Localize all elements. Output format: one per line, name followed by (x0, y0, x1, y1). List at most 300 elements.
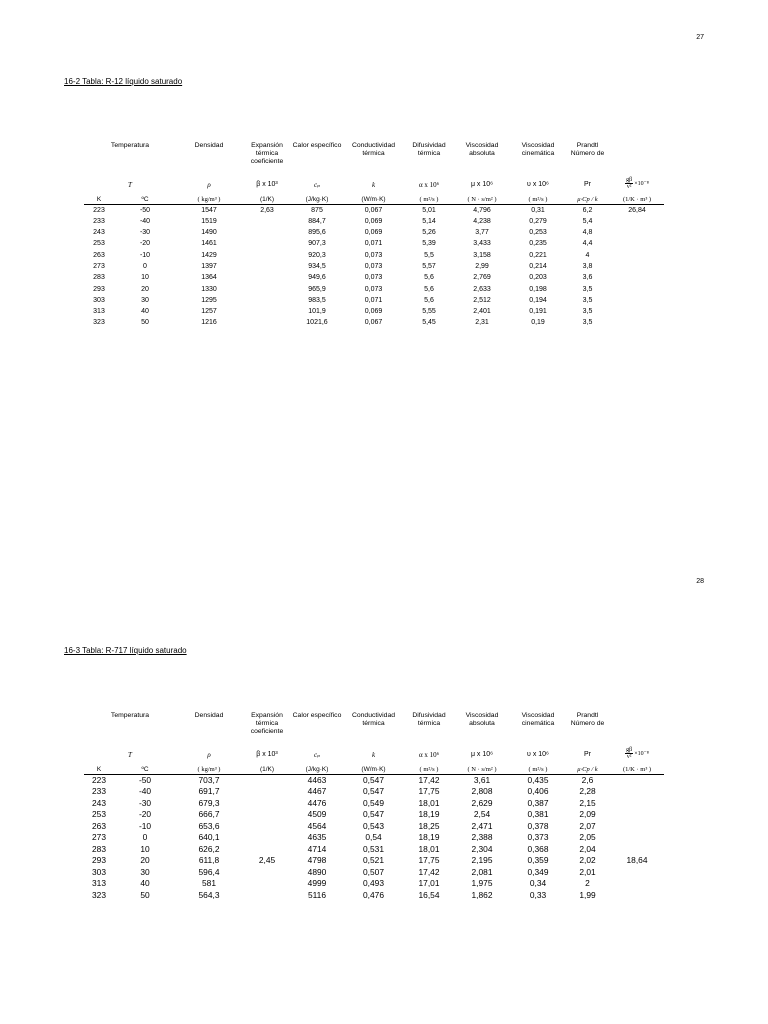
symbol-k: k (371, 751, 376, 759)
cell-gr (610, 317, 664, 328)
unit-mu: ( N · s/m² ) (453, 760, 511, 774)
cell-mu: 1,975 (471, 878, 493, 888)
cell-cp: 895,6 (308, 229, 326, 237)
cell-pr: 3,5 (582, 319, 593, 327)
cell-pr: 2,09 (579, 809, 596, 819)
cell-nu: 0,19 (531, 319, 545, 327)
cell-cp: 4509 (307, 809, 327, 819)
symbol-mu: μ x 10⁶ (470, 181, 494, 188)
cell-cp: 101,9 (308, 308, 326, 316)
cell-mu: 2,195 (471, 855, 493, 865)
unit-gr: (1/K · m³ ) (610, 190, 664, 204)
symbol-nu: υ x 10⁶ (527, 181, 549, 188)
cell-cp: 4890 (307, 866, 327, 877)
cell-k: 0,073 (364, 251, 383, 259)
cell-k: 223 (92, 774, 106, 785)
cell-k: 0,493 (363, 878, 384, 888)
cell-c: 20 (140, 855, 150, 865)
cell-beta: 2,45 (258, 855, 276, 865)
header-prandtl: Prandtl Número de (570, 142, 605, 157)
cell-k: 283 (93, 274, 105, 282)
header-visc-abs: Viscosidad absoluta (465, 142, 499, 157)
header-calor: Calor específico (292, 142, 342, 149)
cell-c: 30 (141, 296, 149, 304)
symbol-pr: Pr (584, 751, 591, 758)
symbol-mu: μ x 10⁶ (470, 751, 494, 758)
cell-nu: 0,198 (529, 285, 547, 293)
cell-cp: 4564 (307, 820, 327, 831)
cell-pr: 4 (585, 251, 590, 259)
cell-rho: 1461 (201, 240, 217, 248)
cell-gr (610, 844, 664, 856)
cell-beta (242, 317, 292, 328)
cell-nu: 0,214 (529, 262, 547, 270)
cell-rho: 1257 (201, 308, 217, 316)
cell-beta: 2,63 (260, 206, 274, 214)
cell-pr: 6,2 (582, 206, 593, 214)
unit-beta: (1/K) (242, 760, 292, 774)
table-row (84, 306, 664, 317)
r12-table-body (84, 204, 664, 329)
cell-c: 40 (141, 308, 149, 316)
cell-alpha: 18,19 (418, 809, 440, 819)
cell-k: 0,073 (364, 274, 383, 282)
cell-gr (610, 832, 664, 844)
cell-gr: 26,84 (628, 206, 646, 214)
cell-nu: 0,435 (527, 774, 549, 785)
cell-beta (242, 216, 292, 227)
cell-c: 0 (142, 832, 148, 842)
cell-mu: 3,433 (473, 240, 491, 248)
cell-alpha: 18,01 (418, 843, 440, 854)
cell-alpha: 5,6 (424, 274, 434, 282)
cell-pr: 3,5 (582, 285, 593, 293)
cell-rho: 1547 (201, 206, 217, 214)
cell-k: 0,067 (364, 319, 383, 327)
cell-alpha: 17,42 (418, 866, 440, 877)
cell-k: 0,543 (363, 820, 384, 831)
symbol-grashof (610, 172, 664, 190)
cell-gr (610, 821, 664, 833)
cell-beta (242, 295, 292, 306)
cell-mu: 2,471 (471, 820, 493, 831)
cell-rho: 626,2 (198, 843, 220, 854)
table-row (84, 786, 664, 798)
header-densidad: Densidad (194, 142, 224, 149)
cell-k: 0,069 (364, 308, 383, 316)
cell-gr (610, 878, 664, 890)
cell-mu: 3,77 (475, 229, 489, 237)
unit-rho: ( kg/m³ ) (176, 760, 242, 774)
cell-alpha: 18,19 (418, 832, 440, 842)
unit-k: (W/m·K) (342, 760, 405, 774)
cell-k: 313 (92, 878, 106, 888)
cell-alpha: 18,25 (418, 820, 440, 831)
unit-gr: (1/K · m³ ) (610, 760, 664, 774)
cell-c: -40 (138, 786, 152, 796)
cell-alpha: 5,39 (422, 240, 436, 248)
cell-pr: 1,99 (579, 889, 596, 900)
cell-k: 323 (93, 319, 105, 327)
cell-beta (242, 786, 292, 798)
cell-mu: 4,238 (473, 217, 491, 225)
cell-cp: 4714 (307, 843, 327, 854)
cell-beta (242, 821, 292, 833)
unit-K: K (84, 190, 114, 204)
cell-alpha: 5,01 (422, 206, 436, 214)
cell-pr: 2,04 (579, 843, 596, 854)
cell-rho: 581 (202, 878, 216, 888)
cell-mu: 2,808 (471, 786, 493, 796)
table-row (84, 798, 664, 810)
cell-k: 253 (93, 240, 105, 248)
symbol-nu: υ x 10⁶ (527, 751, 549, 758)
grashof-denominator: ν² (626, 754, 632, 760)
cell-k: 0,547 (363, 786, 384, 796)
cell-k: 0,067 (364, 206, 383, 214)
symbol-cp: cₚ (314, 181, 320, 189)
cell-rho: 1519 (201, 217, 217, 225)
header-conductividad: Conductividad térmica (351, 142, 396, 157)
cell-nu: 0,373 (527, 832, 549, 842)
cell-nu: 0,235 (529, 240, 547, 248)
cell-k: 223 (93, 206, 105, 214)
header-difusividad: Difusividad térmica (412, 142, 446, 157)
cell-mu: 2,54 (473, 809, 491, 819)
symbol-pr: Pr (584, 181, 591, 188)
table-row (84, 227, 664, 238)
cell-k: 0,547 (363, 809, 384, 819)
cell-beta (242, 272, 292, 283)
table-row (84, 216, 664, 227)
cell-gr (610, 238, 664, 249)
cell-cp: 934,5 (308, 262, 326, 270)
symbol-rho: ρ (207, 181, 211, 189)
unit-k: (W/m·K) (342, 190, 405, 204)
unit-pr: μ·Cp / k (565, 760, 610, 774)
table-row (84, 855, 664, 867)
cell-cp: 4467 (307, 786, 327, 796)
unit-C: ºC (114, 760, 176, 774)
cell-rho: 1397 (201, 262, 217, 270)
cell-k: 0,071 (364, 240, 383, 248)
cell-nu: 0,359 (527, 855, 549, 865)
cell-beta (242, 798, 292, 810)
cell-beta (242, 890, 292, 902)
cell-c: -20 (139, 240, 151, 248)
cell-k: 293 (93, 285, 105, 293)
cell-k: 293 (92, 855, 106, 865)
cell-cp: 907,3 (308, 240, 326, 248)
cell-c: 10 (141, 274, 149, 282)
unit-alpha: ( m²/s ) (405, 190, 453, 204)
cell-beta (242, 250, 292, 261)
cell-alpha: 5,14 (422, 217, 436, 225)
cell-alpha: 5,5 (424, 251, 434, 259)
cell-gr (610, 272, 664, 283)
cell-alpha: 18,01 (418, 797, 440, 808)
cell-beta (242, 832, 292, 844)
cell-mu: 2,769 (473, 274, 491, 282)
cell-gr (610, 250, 664, 261)
cell-gr (610, 261, 664, 272)
cell-alpha: 17,42 (418, 774, 440, 785)
cell-k: 0,069 (364, 217, 383, 225)
cell-gr (610, 774, 664, 786)
cell-pr: 3,8 (582, 262, 593, 270)
cell-rho: 1216 (201, 319, 217, 327)
cell-nu: 0,381 (527, 809, 549, 819)
table-row (84, 832, 664, 844)
cell-pr: 2 (585, 878, 590, 888)
r12-table (84, 142, 664, 329)
symbol-row (84, 172, 664, 190)
cell-alpha: 17,75 (418, 855, 440, 865)
cell-cp: 875 (311, 206, 323, 214)
cell-nu: 0,349 (527, 866, 549, 877)
cell-gr (610, 295, 664, 306)
cell-beta (242, 867, 292, 879)
cell-nu: 0,368 (527, 843, 549, 854)
cell-pr: 2,02 (579, 855, 596, 865)
cell-k: 0,54 (365, 832, 382, 842)
symbol-beta: β x 10³ (256, 181, 278, 188)
cell-gr (610, 216, 664, 227)
cell-rho: 564,3 (198, 889, 220, 900)
header-visc-cin: Viscosidad cinemática (521, 142, 555, 157)
cell-pr: 2,07 (579, 820, 596, 831)
cell-mu: 2,99 (475, 262, 489, 270)
symbol-grashof (610, 742, 664, 760)
cell-nu: 0,194 (529, 296, 547, 304)
cell-gr (610, 798, 664, 810)
cell-k: 273 (93, 262, 105, 270)
header-prandtl: Prandtl Número de (570, 712, 605, 727)
cell-mu: 1,862 (471, 889, 493, 900)
cell-k: 0,531 (363, 843, 384, 854)
symbol-alpha: α x 10⁶ (418, 751, 440, 759)
cell-cp: 1021,6 (306, 319, 328, 327)
cell-rho: 1295 (201, 296, 217, 304)
header-row (84, 712, 664, 742)
grashof-multiplier: ×10⁻⁸ (634, 180, 649, 187)
cell-beta (242, 774, 292, 786)
cell-cp: 5116 (307, 889, 326, 900)
table-row (84, 821, 664, 833)
symbol-row (84, 742, 664, 760)
symbol-T: T (128, 181, 132, 189)
unit-rho: ( kg/m³ ) (176, 190, 242, 204)
cell-beta (242, 878, 292, 890)
cell-c: -50 (139, 206, 151, 214)
cell-k: 323 (92, 889, 106, 900)
cell-c: 10 (140, 843, 150, 854)
cell-rho: 1429 (201, 251, 217, 259)
cell-mu: 2,081 (471, 866, 493, 877)
header-difusividad: Difusividad térmica (412, 712, 446, 727)
table-title: 16-2 Tabla: R-12 líquido saturado (64, 77, 183, 86)
cell-nu: 0,191 (529, 308, 547, 316)
cell-c: 0 (143, 262, 147, 270)
cell-nu: 0,31 (531, 206, 545, 214)
cell-rho: 653,6 (198, 820, 220, 831)
header-densidad: Densidad (194, 712, 224, 719)
cell-mu: 2,31 (475, 319, 489, 327)
header-visc-abs: Viscosidad absoluta (465, 712, 499, 727)
header-row (84, 142, 664, 172)
unit-nu: ( m²/s ) (511, 760, 565, 774)
cell-k: 0,073 (364, 262, 383, 270)
r717-table (84, 712, 664, 901)
cell-pr: 3,6 (582, 274, 593, 282)
cell-cp: 884,7 (308, 217, 326, 225)
unit-beta: (1/K) (242, 190, 292, 204)
cell-nu: 0,33 (529, 889, 547, 900)
cell-rho: 611,8 (198, 855, 220, 865)
cell-nu: 0,406 (527, 786, 549, 796)
cell-c: -50 (138, 774, 152, 785)
cell-alpha: 17,75 (418, 786, 440, 796)
cell-mu: 2,388 (471, 832, 493, 842)
cell-cp: 983,5 (308, 296, 326, 304)
symbol-T: T (128, 751, 132, 759)
header-expansion: Expansión térmica coeficiente (250, 712, 284, 735)
cell-c: -10 (138, 820, 152, 831)
cell-pr: 2,28 (579, 786, 596, 796)
cell-beta (242, 261, 292, 272)
cell-cp: 4798 (307, 855, 327, 865)
cell-mu: 2,401 (473, 308, 491, 316)
cell-gr (610, 284, 664, 295)
cell-k: 233 (92, 786, 106, 796)
cell-alpha: 5,6 (424, 285, 434, 293)
cell-c: 50 (141, 319, 149, 327)
grashof-numerator: gβ (626, 177, 633, 183)
header-calor: Calor específico (292, 712, 342, 719)
cell-k: 313 (93, 308, 105, 316)
header-conductividad: Conductividad térmica (351, 712, 396, 727)
cell-c: 50 (140, 889, 150, 900)
cell-alpha: 17,01 (418, 878, 440, 888)
cell-pr: 3,5 (582, 296, 593, 304)
table-row (84, 890, 664, 902)
cell-k: 253 (92, 809, 106, 819)
table-row (84, 261, 664, 272)
symbol-beta: β x 10³ (256, 751, 278, 758)
cell-gr (610, 867, 664, 879)
unit-pr: μ·Cp / k (565, 190, 610, 204)
cell-rho: 1490 (201, 229, 217, 237)
table-row (84, 317, 664, 328)
grashof-numerator: gβ (626, 747, 633, 753)
cell-k: 303 (93, 296, 105, 304)
cell-c: -30 (139, 229, 151, 237)
cell-gr: 18,64 (626, 855, 648, 865)
unit-mu: ( N · s/m² ) (453, 190, 511, 204)
cell-rho: 703,7 (198, 774, 220, 785)
table-row (84, 295, 664, 306)
table-row (84, 844, 664, 856)
cell-k: 0,521 (363, 855, 384, 865)
cell-nu: 0,221 (529, 251, 547, 259)
header-temperatura: Temperatura (110, 712, 150, 719)
header-visc-cin: Viscosidad cinemática (521, 712, 555, 727)
cell-alpha: 5,6 (424, 296, 434, 304)
cell-nu: 0,279 (529, 217, 547, 225)
cell-beta (242, 844, 292, 856)
cell-cp: 965,9 (308, 285, 326, 293)
table-row (84, 284, 664, 295)
cell-gr (610, 227, 664, 238)
cell-rho: 596,4 (198, 866, 220, 877)
table-row (84, 878, 664, 890)
cell-gr (610, 786, 664, 798)
cell-pr: 4,4 (582, 240, 593, 248)
cell-alpha: 5,45 (422, 319, 436, 327)
table-row (84, 272, 664, 283)
cell-cp: 4476 (307, 797, 327, 808)
cell-c: -40 (139, 217, 151, 225)
cell-mu: 3,61 (473, 774, 491, 785)
cell-mu: 2,512 (473, 296, 491, 304)
cell-alpha: 16,54 (418, 889, 440, 900)
cell-rho: 666,7 (198, 809, 220, 819)
cell-c: -20 (138, 809, 152, 819)
cell-alpha: 5,26 (422, 229, 436, 237)
grashof-denominator: ν² (626, 184, 632, 190)
cell-nu: 0,253 (529, 229, 547, 237)
cell-nu: 0,34 (529, 878, 547, 888)
cell-cp: 4999 (307, 878, 327, 888)
cell-mu: 2,629 (471, 797, 493, 808)
grashof-multiplier: ×10⁻⁸ (634, 750, 649, 757)
unit-cp: (J/kg·K) (292, 760, 342, 774)
unit-row (84, 760, 664, 774)
cell-nu: 0,387 (527, 797, 549, 808)
cell-k: 0,476 (363, 889, 384, 900)
cell-pr: 2,15 (579, 797, 596, 808)
unit-row (84, 190, 664, 204)
cell-k: 0,547 (363, 774, 384, 785)
symbol-rho: ρ (207, 751, 211, 759)
table-row (84, 204, 664, 216)
cell-k: 233 (93, 217, 105, 225)
cell-beta (242, 227, 292, 238)
table-row (84, 774, 664, 786)
cell-mu: 3,158 (473, 251, 491, 259)
table-row (84, 238, 664, 249)
header-temperatura: Temperatura (110, 142, 150, 149)
cell-c: 30 (140, 866, 150, 877)
cell-k: 0,549 (363, 797, 384, 808)
r717-table-body (84, 774, 664, 901)
cell-gr (610, 306, 664, 317)
cell-k: 0,071 (364, 296, 383, 304)
cell-beta (242, 238, 292, 249)
cell-c: -30 (138, 797, 152, 808)
cell-c: -10 (139, 251, 151, 259)
cell-k: 0,073 (364, 285, 383, 293)
table-row (84, 809, 664, 821)
cell-mu: 4,796 (473, 206, 491, 214)
cell-beta (242, 809, 292, 821)
cell-cp: 4463 (307, 774, 327, 785)
cell-nu: 0,203 (529, 274, 547, 282)
symbol-k: k (371, 181, 376, 189)
cell-k: 0,069 (364, 229, 383, 237)
unit-cp: (J/kg·K) (292, 190, 342, 204)
cell-nu: 0,378 (527, 820, 549, 831)
